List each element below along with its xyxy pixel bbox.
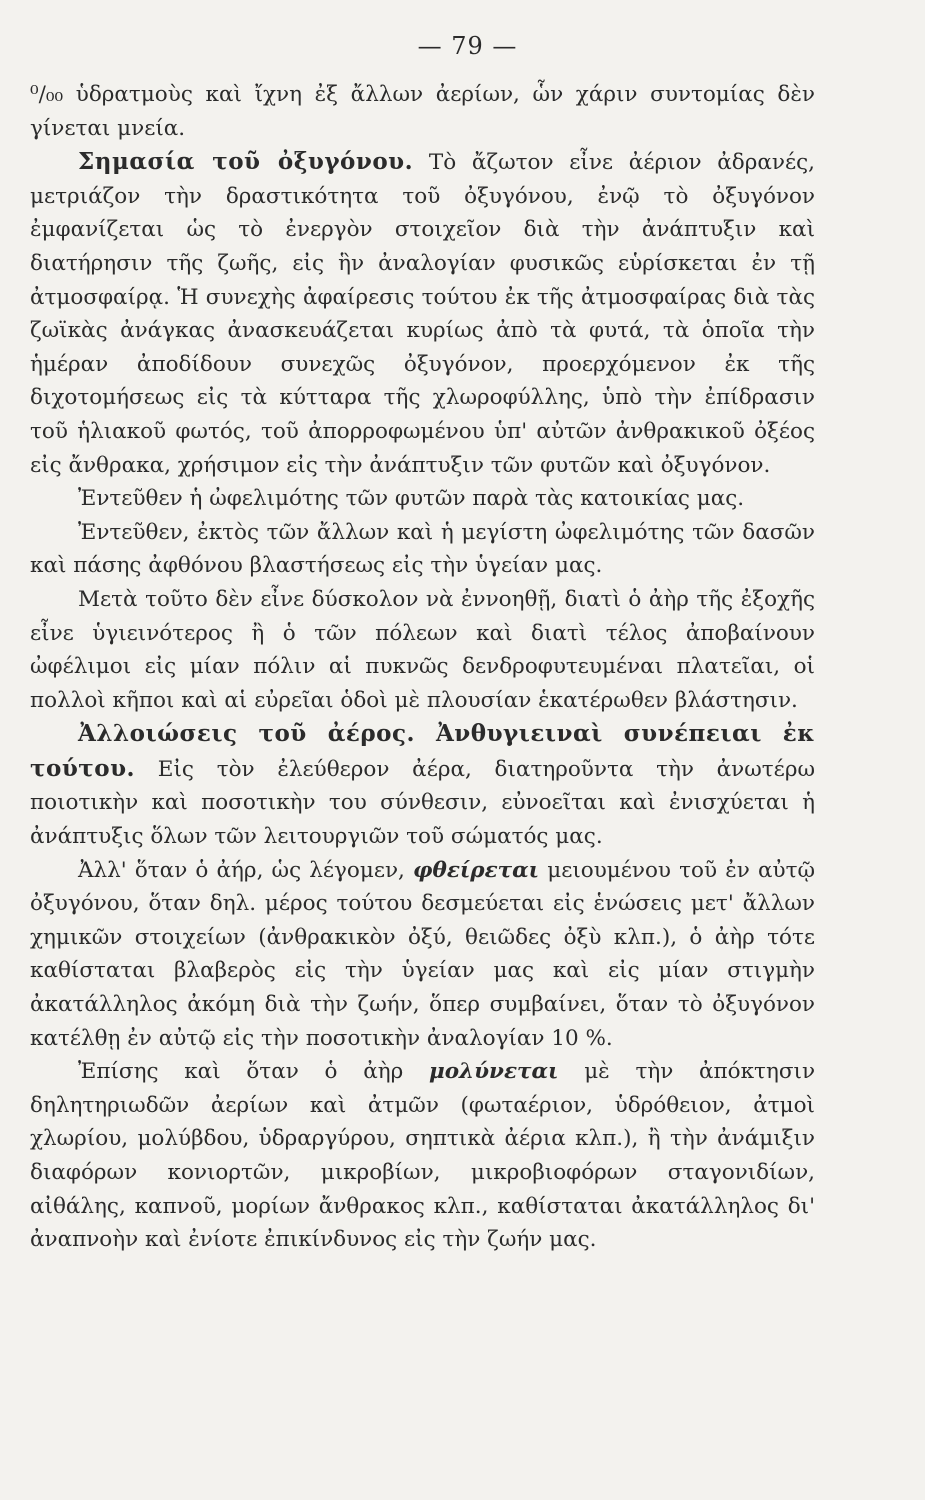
paragraph-air-pollution xyxy=(30,1055,815,1257)
paragraph-air-pollution-text: μὲ τὴν ἀπόκτησιν δηλητηριωδῶν ἀερίων καὶ ἀτμῶν (φωταέριον, ὑδρόθειον, ἀτμοὶ χλωρίου, μολύβδου, ὑδραργύρου, σηπτικὰ ἀέρια κλπ.), ἢ τὴν ἀνάμιξιν διαφόρων κονιορτῶν, μικροβίων, μικροβιοφόρων σταγονιδίων, αἰθάλης, καπνοῦ, μορίων ἄνθρακος κλπ., καθίσταται ἀκατάλληλος δι' ἀναπνοὴν καὶ ἐνίοτε ἐπικίνδυνος εἰς τὴν ζωήν μας. xyxy=(30,1059,816,1253)
emphasis-molynetai: μολύνεται xyxy=(428,1059,559,1085)
body-text xyxy=(30,78,815,1257)
emphasis-fthiretai: φθείρεται xyxy=(413,857,540,883)
paragraph-air-alterations xyxy=(30,717,815,853)
paragraph-air-corruption-intro: Ἀλλ' ὅταν ὁ ἀήρ, ὡς λέγομεν, xyxy=(78,857,414,883)
paragraph-oxygen-importance xyxy=(30,145,815,482)
section-heading-air-alterations: Ἀλλοιώσεις τοῦ ἀέρος. Ἀνθυγιειναὶ συνέπειαι ἐκ τούτου. xyxy=(30,720,815,782)
paragraph-air-corruption-text: μειουμένου τοῦ ἐν αὐτῷ ὀξυγόνου, ὅταν δηλ. μέρος τούτου δεσμεύεται εἰς ἑνώσεις μετ' ἄλλων χημικῶν στοιχείων (ἀνθρακικὸν ὀξύ, θειῶδες ὀξὺ κλπ.), ὁ ἀὴρ τότε καθίσταται βλαβερὸς εἰς τὴν ὑγείαν μας καὶ εἰς μίαν στιγμὴν ἀκατάλληλος ἀκόμη διὰ τὴν ζωήν, ὅπερ συμβαίνει, ὅταν τὸ ὀξυγόνον κατέλθῃ ἐν αὐτῷ εἰς τὴν ποσοτικὴν ἀναλογίαν 10 %. xyxy=(30,857,815,1051)
paragraph-air-corruption xyxy=(30,854,815,1056)
paragraph-plants-usefulness: Ἐντεῦθεν ἡ ὠφελιμότης τῶν φυτῶν παρὰ τὰς κατοικίας μας. xyxy=(78,486,745,512)
section-heading-oxygen: Σημασία τοῦ ὀξυγόνου. xyxy=(78,148,414,176)
paragraph-countryside-air: Μετὰ τοῦτο δὲν εἶνε δύσκολον νὰ ἐννοηθῇ, διατὶ ὁ ἀὴρ τῆς ἐξοχῆς εἶνε ὑγιεινότερος ἢ ὁ τῶν πόλεων καὶ διατὶ τέλος ἀποβαίνουν ὠφέλιμοι εἰς μίαν πόλιν αἱ πυκνῶς δενδροφυτευμέναι πλατεῖαι, οἱ πολλοὶ κῆποι καὶ αἱ εὐρεῖαι ὁδοὶ μὲ πλουσίαν ἑκατέρωθεν βλάστησιν. xyxy=(30,586,815,713)
page-number: — 79 — xyxy=(417,32,518,60)
paragraph-air-alterations-text: Εἰς τὸν ἐλεύθερον ἀέρα, διατηροῦντα τὴν ἀνωτέρω ποιοτικὴν καὶ ποσοτικὴν του σύνθεσιν, εὐνοεῖται καὶ ἐνισχύεται ἡ ἀνάπτυξις ὅλων τῶν λειτουργιῶν τοῦ σώματός μας. xyxy=(30,756,815,850)
paragraph-air-pollution-intro: Ἐπίσης καὶ ὅταν ὁ ἀὴρ xyxy=(78,1059,429,1085)
paragraph-gases-note: ⁰/₀₀ ὑδρατμοὺς καὶ ἴχνη ἐξ ἄλλων ἀερίων, ὧν χάριν συντομίας δὲν γίνεται μνεία. xyxy=(30,82,815,141)
paragraph-forests-usefulness: Ἐντεῦθεν, ἐκτὸς τῶν ἄλλων καὶ ἡ μεγίστη ὠφελιμότης τῶν δασῶν καὶ πάσης ἀφθόνου βλαστήσεως εἰς τὴν ὑγείαν μας. xyxy=(30,519,815,579)
paragraph-oxygen-text: Τὸ ἄζωτον εἶνε ἀέριον ἀδρανές, μετριάζον τὴν δραστικότητα τοῦ ὀξυγόνου, ἐνῷ τὸ ὀξυγόνον ἐμφανίζεται ὡς τὸ ἐνεργὸν στοιχεῖον διὰ τὴν ἀνάπτυξιν καὶ διατήρησιν τῆς ζωῆς, εἰς ἣν ἀναλογίαν φυσικῶς εὑρίσκεται ἐν τῇ ἀτμοσφαίρᾳ. Ἡ συνεχὴς ἀφαίρεσις τούτου ἐκ τῆς ἀτμοσφαίρας διὰ τὰς ζωϊκὰς ἀνάγκας ἀνασκευάζεται κυρίως ἀπὸ τὰ φυτά, τὰ ὁποῖα τὴν ἡμέραν ἀποδίδουν συνεχῶς ὀξυγόνον, προερχόμενον ἐκ τῆς διχοτομήσεως εἰς τὰ κύτταρα τῆς χλωροφύλλης, ὑπὸ τὴν ἐπίδρασιν τοῦ ἡλιακοῦ φωτός, τοῦ ἀπορροφωμένου ὑπ' αὐτῶν ἀνθρακικοῦ ὀξέος εἰς ἄνθρακα, χρήσιμον εἰς τὴν ἀνάπτυξιν τῶν φυτῶν καὶ ὀξυγόνον. xyxy=(30,150,815,478)
